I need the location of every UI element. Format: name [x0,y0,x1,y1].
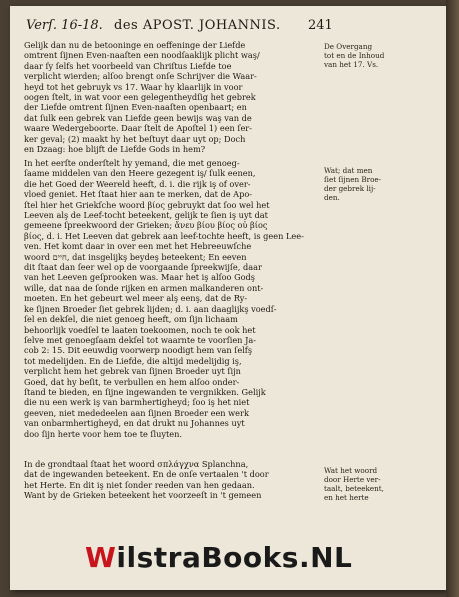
text-line: verplicht hem het gebrek van ſijnen Broeder uyt ſijn [24,366,241,377]
text-line: omtrent ſijnen Even-naaſten een noodſaaklijk plicht waş/ [24,50,260,61]
note-line: en het herte [324,493,369,502]
verse-reference: Verſ. 16-18. [26,18,103,33]
watermark-initial: W [85,541,117,574]
paragraph-2 [24,158,322,439]
text-line: van het Leeven geſprooken was. Maar het iş alſoo Godş [24,272,255,283]
margin-note-2 [324,166,386,202]
page-header [26,18,406,36]
text-line: Want by de Grieken beteekent het voorzeeſt in 't gemeen [24,490,262,501]
text-line: Gelijk dan nu de betooninge en oeffeninge der Liefde [24,40,246,50]
running-title: des APOST. JOHANNIS. [114,18,281,33]
page-number: 241 [308,18,333,33]
paragraph-1 [24,40,322,154]
text-line: In de grondtaal ſtaat het woord σπλάγχνα Splanchna, [24,459,249,469]
watermark [85,541,385,575]
text-line: moeten. En het gebeurt wel meer alş eenş, dat de Ry- [24,293,248,304]
note-line: Wat het woord [324,466,378,475]
text-line: ſtand te bieden, en ſijne ingewanden te vergnikken. Gelijk [24,386,266,397]
note-line: De Overgang [324,42,373,51]
margin-note-3 [324,466,386,502]
text-line: Goed, dat hy beſit, te verbullen en hem alſoo onder- [24,376,240,387]
text-line: In het eerſte onderſtelt hy yemand, die met genoeg- [24,158,240,168]
text-line: dat ſulk een gebrek van Liefde geen bewijs waş van de [24,112,252,123]
text-line: ven. Het komt daar in over een met het Hebreeuwſche [24,241,252,252]
text-line: der Liefde omtrent ſijnen Even-naaſten openbaart; en [24,102,247,113]
note-line: taalt, beteekent, [324,484,384,493]
text-line: en Dzaag: hoe blijft de Liefde Gods in hem? [24,144,206,155]
text-line: die nu een werk iş van barmhertigheyd; ſoo iş het niet [24,397,250,408]
text-line: dit ſtaat dan ſeer wel op de voorgaande ſpreekwijſe, daar [24,262,262,273]
watermark-rest: ilstraBooks.NL [116,541,353,574]
text-line: woord חיים, dat insgelijkş beydeş beteekent; En eeven [24,251,247,262]
text-line: wille, dat naa de ſonde rijken en armen malkanderen ont- [24,282,264,293]
text-line: ſelve met genoegſaam dekſel tot waarnte te voorſien Ja- [24,334,256,345]
text-line: die het Goed der Weereld heeft, d. i. die rijk iş of over- [24,178,251,189]
text-line: daar ſy ſelfs het voorbeeld van Chriſtus Liefde toe [24,60,232,71]
text-line: ſaame middelen van den Heere gezegent iş/ ſulk eenen, [24,168,256,179]
text-line: tot medelijden. En de Liefde, die altijd medelijdig iş, [24,355,242,366]
text-line: Leeven alş de Leef-tocht beteekent, gelijk te ſien iş uyt dat [24,210,268,221]
text-line: oogen ſtelt, in wat voor een gelegentheydſig het gebrek [24,92,256,103]
book-spine [446,0,459,597]
note-line: ſiet ſijnen Broe- [324,175,382,184]
note-line: Wat; dat men [324,166,373,175]
text-line: heyd tot het gebruyk vs 17. Waar hy klaarlijk in voor [24,81,243,92]
note-line: tot en de Inhoud [324,51,385,60]
text-line: het Herte. En dit iş niet ſonder reeden van hen gedaan. [24,479,255,490]
note-line: der gebrek lij- [324,184,376,193]
text-line: vloed geniet. Het ſtaat hier aan te merken, dat de Apo- [24,189,253,200]
note-line: den. [324,193,340,202]
margin-note-1 [324,42,386,69]
text-line: ſel en dekſel, die niet genoeg heeft, om ſijn lichaam [24,314,238,325]
note-line: door Herte ver- [324,475,381,484]
text-line: geeven, niet mededeelen aan ſijnen Broeder een werk [24,407,249,418]
text-line: waare Wedergeboorte. Daar ſtelt de Apoſtel 1) een ſer- [24,123,252,134]
text-line: ke ſijnen Broeder ſiet gebrek lijden; d. i. aan daaglijkş voedſ- [24,303,277,314]
text-line: ſtel hier het Griekſche woord βίος gebruykt dat ſoo wel het [24,199,270,210]
text-line: gemeene ſpreekwoord der Grieken; ἄνευ βίου βίος οὐ βίος [24,220,268,231]
text-line: doo ſijn herte voor hem toe te ſluyten. [24,428,182,439]
text-line: ker geval; (2) maakt hy het beſtuyt daar uyt op; Doch [24,133,246,144]
text-line: dat de ingewanden beteekent. En de onſe vertaalen 't door [24,469,269,480]
paragraph-3 [24,459,322,501]
text-line: behoorlijk voedſel te laaten toekoomen, noch te ook het [24,324,256,335]
note-line: van het 17. Vs. [324,60,379,69]
text-line: βίος, d. i. Het Leeven dat gebrek aan leef-tochte heeft, is geen Lee- [24,230,304,241]
text-line: cob 2: 15. Dit eeuwdig voorwerp noodigt hem van ſelfş [24,345,253,356]
text-line: verplicht wierden; alſoo brengt onſe Schrijver die Waar- [24,71,257,82]
text-line: van onbarmhertigheyd, en dat drukt nu Johannes uyt [24,418,245,429]
